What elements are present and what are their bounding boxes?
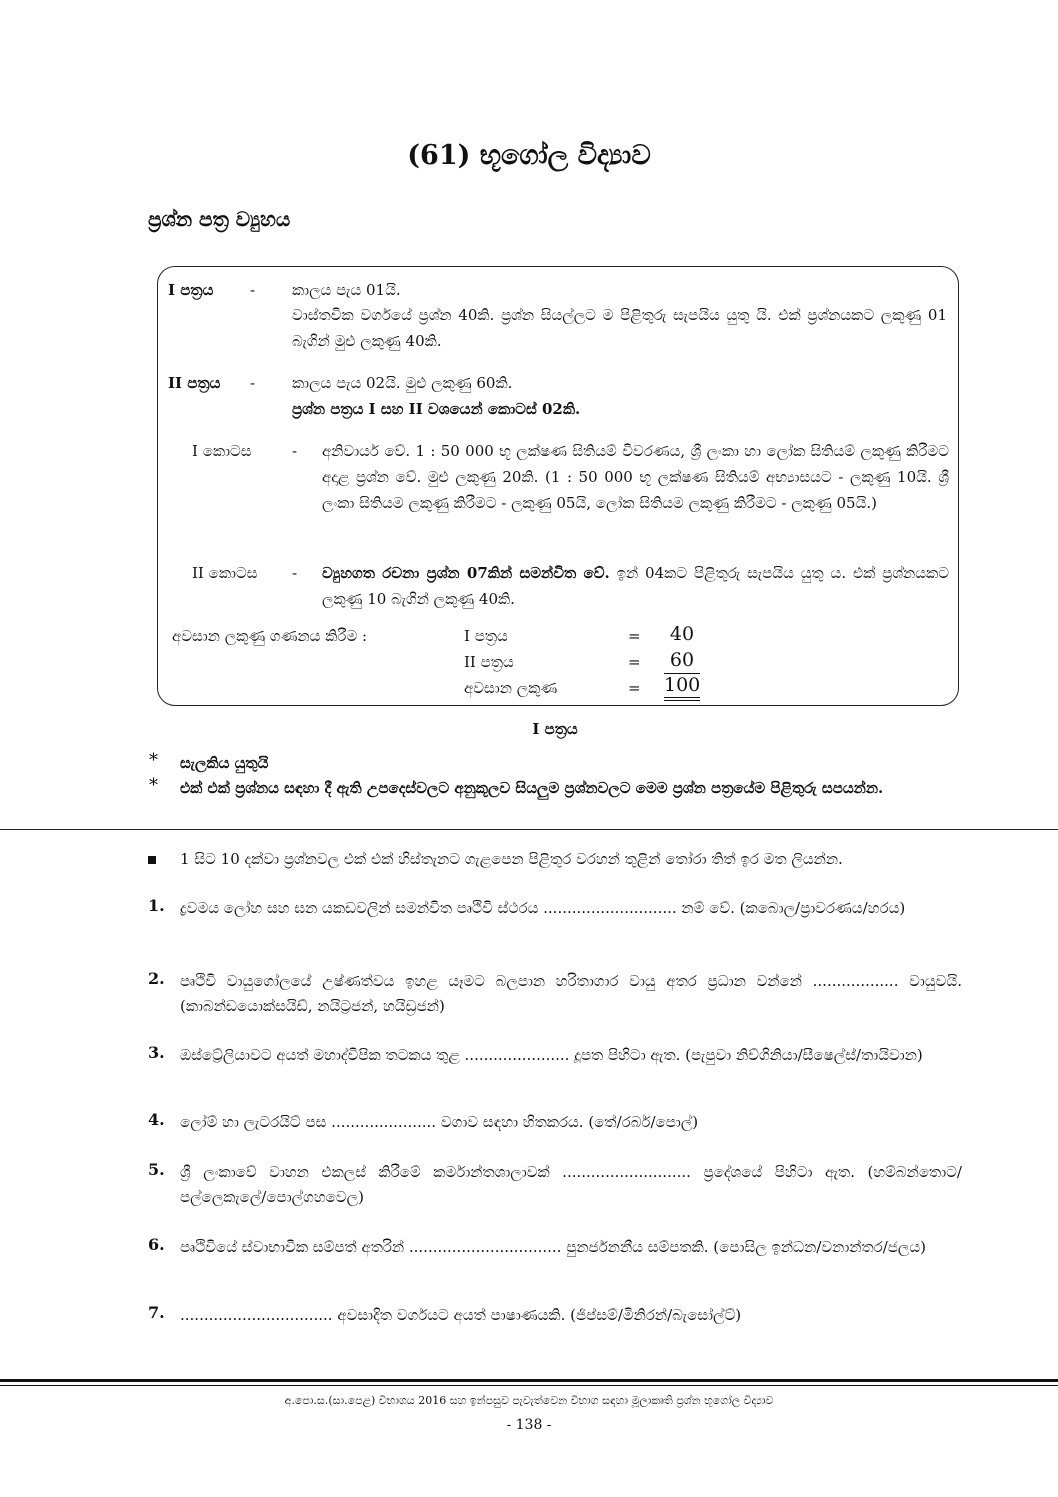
part2-dash: - (292, 564, 298, 582)
question-text: ඔස්ට්‍රේලියාවට අයත් මහාද්වීපික තටකය තුළ ...................... දූපත පිහිටා ඇත. (පැපුවා නිව්ගිනියා/සීෂෙල්ස්/තායිවාන) (180, 1046, 923, 1064)
paper2-duration: කාලය පැය 02යි. මුළු ලකුණු 60කි. (292, 374, 513, 392)
part2-description (322, 560, 949, 612)
question-number: 3. (148, 1043, 165, 1062)
question-number: 5. (148, 1160, 165, 1179)
part2-description-bold: ව්‍යුහගත රචනා ප්‍රශ්න 07කින් සමන්විත වේ. (322, 564, 610, 582)
final-calc-row-name: II පත්‍රය (464, 653, 514, 671)
part2-label: II කොටස (192, 564, 258, 582)
final-calc-row-name: අවසාන ලකුණ (464, 679, 558, 697)
final-calc-row-eq: = (628, 679, 641, 697)
paper2-dash: - (250, 374, 256, 392)
note-item: එක් එක් ප්‍රශ්නය සඳහා දී ඇති උපදෙස්වලට අනුකූලව සියලුම ප්‍රශ්නවලට මෙම ප්‍රශ්න පත්‍රයේම පිළිතුරු සපයන්න. (180, 779, 884, 797)
question-text: පෘථිවියේ ස්වාභාවික සම්පත් අතරින් ................................ පුනර්ජනනීය සම්පතකි. (පොසිල ඉන්ධන/වනාන්තර/ජලය) (180, 1238, 926, 1256)
question-number: 4. (148, 1110, 165, 1129)
page-number: - 138 - (506, 1417, 552, 1433)
part1-dash: - (292, 442, 298, 460)
note-bullet: * (149, 750, 158, 771)
question-text: ලෝම් හා ලැටරයිට් පස ...................... වගාව සඳහා හිතකරය. (තේ/රබර්/පොල්) (180, 1113, 699, 1131)
footer-rule-thin (0, 1385, 1058, 1386)
part1-label: I කොටස (192, 442, 252, 460)
page-title: (61) භූගෝල විද්‍යාව (407, 140, 651, 171)
note-bullet: * (149, 775, 158, 796)
question-text: ද්‍රවමය ලෝහ සහ ඝන යකඩවලින් සමන්විත පෘථිවි ස්ථරය ............................ නම් වේ. (කබොල/ප්‍රාවරණය/හරය) (180, 899, 906, 917)
part1-description: අනිවාර්ය වේ. 1 : 50 000 භූ ලක්ෂණ සිතියම් විවරණය, ශ්‍රී ලංකා හා ලෝක සිතියම් ලකුණු කිරීමට අදාළ ප්‍රශ්න වේ. මුළු ලකුණු 20කි. (1 : 50 000 භූ ලක්ෂණ සිතියම් අභ්‍යාසයට - ලකුණු 10යි. ශ්‍රී ලංකා සිතියම ලකුණු කිරීමට - ලකුණු 05යි, ලෝක සිතියම ලකුණු කිරීමට - ලකුණු 05යි.) (322, 442, 949, 512)
final-calc-label: අවසාන ලකුණු ගණනය කිරීම : (172, 627, 368, 645)
question-number: 2. (148, 969, 165, 988)
paper1-description: වාස්තවික වර්ගයේ ප්‍රශ්න 40කි. ප්‍රශ්න සියල්ලට ම පිළිතුරු සැපයිය යුතු යි. එක් ප්‍රශ්නයකට ලකුණු 01 බැගින් මුළු ලකුණු 40කි. (292, 306, 947, 350)
paper2-parts: ප්‍රශ්න පත්‍රය I සහ II වශයෙන් කොටස් 02කි. (292, 400, 581, 418)
final-calc-row-name: I පත්‍රය (464, 627, 508, 645)
note-item: සැලකිය යුතුයි (180, 754, 269, 772)
final-calc-row-value: 100 (664, 673, 700, 701)
question-number: 1. (148, 896, 165, 915)
footer-rule-thick (0, 1379, 1058, 1382)
paper2-label: II පත්‍රය (168, 374, 221, 392)
question-number: 6. (148, 1235, 165, 1254)
paper1-label: I පත්‍රය (168, 281, 214, 299)
question-text: ................................ අවසාදිත වර්ගයට අයත් පාෂාණයකි. (ජිප්සම්/මිනිරන්/බැසෝල්ට්) (180, 1306, 742, 1324)
final-calc-row-eq: = (628, 627, 641, 645)
section-divider (0, 829, 1058, 830)
question-text: පෘථිවි වායුගෝලයේ උෂ්ණත්වය ඉහළ යෑමට බලපාන හරිතාගාර වායු අතර ප්‍රධාන වන්නේ .................. වායුවයි. (කාබන්ඩයොක්සයිඩ්, නයිට්‍රජන්, හයිඩ්‍රජන්) (180, 972, 962, 1015)
square-bullet-icon (148, 856, 156, 864)
final-calc-row-eq: = (628, 653, 641, 671)
part2-description-rest: ඉන් 04කට පිළිතුරු සැපයිය යුතු ය. එක් ප්‍රශ්නයකට ලකුණු 10 බැගින් ලකුණු 40කි. (322, 564, 949, 608)
paper1-duration: කාලය පැය 01යි. (292, 281, 401, 299)
footer-text: අ.පො.ස.(සා.පෙළ) විභාගය 2016 සහ ඉන්පසුව පැවැත්වෙන විභාග සඳහා මූලාකෘති ප්‍රශ්න භූගෝල විද්‍යාව (284, 1394, 774, 1407)
section-heading: ප්‍රශ්න පත්‍ර ව්‍යුහය (148, 207, 291, 231)
instruction-text: 1 සිට 10 දක්වා ප්‍රශ්නවල එක් එක් හිස්තැනට ගැළපෙන පිළිතුර වරහන් තුළින් තෝරා තිත් ඉර මත ලියන්න. (180, 850, 843, 868)
final-calc-row-value: 40 (669, 623, 695, 645)
paper1-dash: - (250, 281, 256, 299)
paper1-heading: I පත්‍රය (532, 720, 578, 738)
question-text: ශ්‍රී ලංකාවේ වාහන එකලස් කිරීමේ කර්මාන්තශාලාවක් ........................... ප්‍රදේශයේ පිහිටා ඇත. (හම්බන්තොට/පල්ලෙකැලේ/පොල්ගහවෙල) (180, 1163, 962, 1206)
question-number: 7. (148, 1303, 165, 1322)
final-calc-row-value: 60 (664, 647, 700, 674)
